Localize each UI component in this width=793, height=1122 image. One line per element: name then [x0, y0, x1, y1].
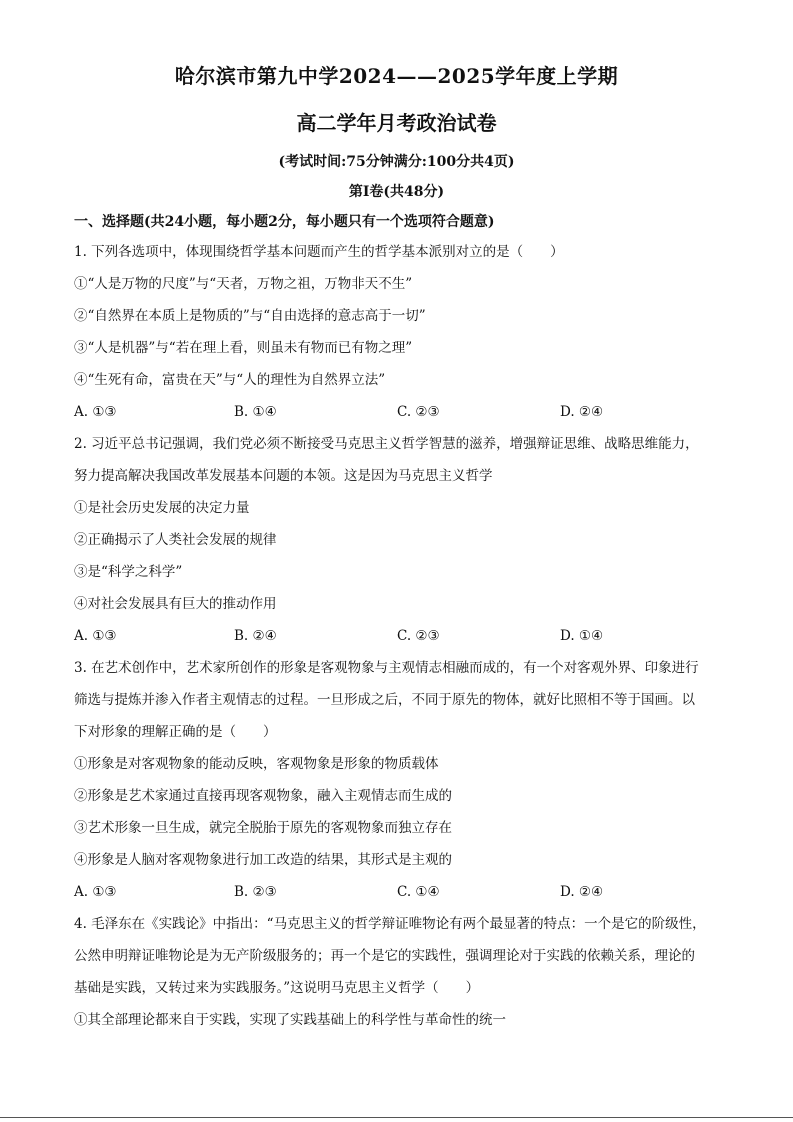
question-3-statement-4: ④形象是人脑对客观物象进行加工改造的结果，其形式是主观的	[74, 852, 452, 868]
part-title: 第Ⅰ卷(共48分)	[348, 184, 445, 200]
option-d: D. ②④	[560, 404, 604, 420]
question-1-statement-1: ①“人是万物的尺度”与“天者，万物之祖，万物非天不生”	[74, 276, 413, 292]
question-3-statement-1: ①形象是对客观物象的能动反映，客观物象是形象的物质载体	[74, 756, 439, 772]
option-c: C. ②③	[397, 628, 440, 644]
option-d: D. ②④	[560, 884, 604, 900]
question-1-statement-4: ④“生死有命，富贵在天”与“人的理性为自然界立法”	[74, 372, 386, 388]
option-a: A. ①③	[74, 884, 117, 900]
exam-info: (考试时间:75分钟满分:100分共4页)	[278, 154, 515, 170]
question-3-statement-2: ②形象是艺术家通过直接再现客观物象，融入主观情志而生成的	[74, 788, 452, 804]
option-b: B. ②④	[234, 628, 277, 644]
option-a: A. ①③	[74, 628, 117, 644]
page-bottom-rule	[0, 1117, 793, 1118]
question-4-statement-1: ①其全部理论都来自于实践，实现了实践基础上的科学性与革命性的统一	[74, 1012, 506, 1028]
question-2-statement-3: ③是“科学之科学”	[74, 564, 183, 580]
section-heading: 一、选择题(共24小题，每小题2分，每小题只有一个选项符合题意)	[74, 214, 495, 230]
question-2-stem-line-2: 努力提高解决我国改革发展基本问题的本领。这是因为马克思主义哲学	[74, 468, 493, 484]
question-4-stem-line-1: 4. 毛泽东在《实践论》中指出：“马克思主义的哲学辩证唯物论有两个最显著的特点：一个是它的阶级性，	[74, 916, 706, 932]
question-2-statement-1: ①是社会历史发展的决定力量	[74, 500, 250, 516]
option-c: C. ①④	[397, 884, 440, 900]
option-a: A. ①③	[74, 404, 117, 420]
option-b: B. ②③	[234, 884, 277, 900]
exam-subtitle: 高二学年月考政治试卷	[296, 111, 497, 135]
question-1-statement-2: ②“自然界在本质上是物质的”与“自由选择的意志高于一切”	[74, 308, 426, 324]
option-c: C. ②③	[397, 404, 440, 420]
question-3-stem-line-1: 3. 在艺术创作中，艺术家所创作的形象是客观物象与主观情志相融而成的，有一个对客观外界、印象进行	[74, 660, 699, 676]
question-4-stem-line-2: 公然申明辩证唯物论是为无产阶级服务的；再一个是它的实践性，强调理论对于实践的依赖关系，理论的	[74, 948, 695, 964]
option-b: B. ①④	[234, 404, 277, 420]
question-2-stem-line-1: 2. 习近平总书记强调，我们党必须不断接受马克思主义哲学智慧的滋养，增强辩证思维、战略思维能力，	[74, 436, 699, 452]
question-1-statement-3: ③“人是机器”与“若在理上看，则虽未有物而已有物之理”	[74, 340, 413, 356]
question-3-stem-line-2: 筛选与提炼并渗入作者主观情志的过程。一旦形成之后，不同于原先的物体，就好比照相不等于国画。以	[74, 692, 695, 708]
question-2-statement-2: ②正确揭示了人类社会发展的规律	[74, 532, 277, 548]
question-3-statement-3: ③艺术形象一旦生成，就完全脱胎于原先的客观物象而独立存在	[74, 820, 452, 836]
question-2-statement-4: ④对社会发展具有巨大的推动作用	[74, 596, 277, 612]
question-1-stem: 1. 下列各选项中，体现围绕哲学基本问题而产生的哲学基本派别对立的是（ ）	[74, 244, 564, 260]
exam-title: 哈尔滨市第九中学2024——2025学年度上学期	[174, 64, 619, 88]
question-4-stem-line-3: 基础是实践，又转过来为实践服务。”这说明马克思主义哲学（ ）	[74, 980, 480, 996]
question-3-stem-line-3: 下对形象的理解正确的是（ ）	[74, 724, 277, 740]
option-d: D. ①④	[560, 628, 604, 644]
